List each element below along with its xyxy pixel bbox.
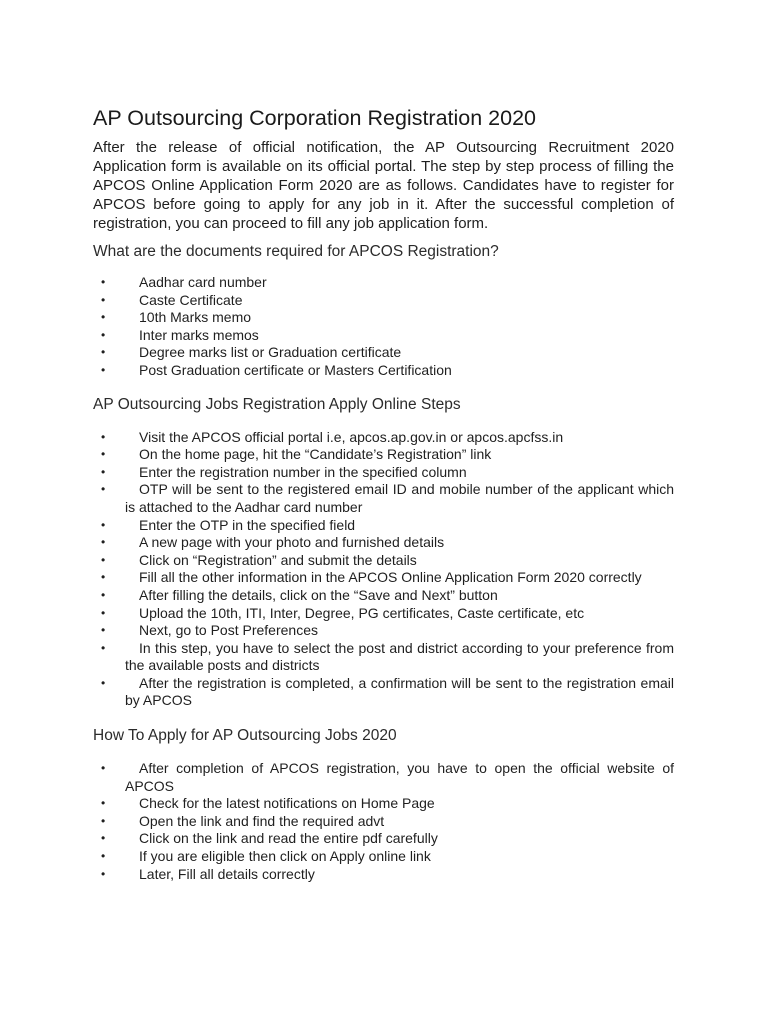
list-item-text: Aadhar card number — [139, 274, 267, 290]
bullet-icon: • — [101, 327, 106, 342]
bullet-icon: • — [101, 866, 106, 881]
list-item-text: Enter the registration number in the specified column — [139, 463, 467, 480]
bullet-icon: • — [101, 275, 106, 289]
list-item — [93, 569, 674, 587]
bullet-icon: • — [101, 345, 106, 360]
list-item-text: Check for the latest notifications on Home Page — [139, 795, 435, 812]
list-item-text: Post Graduation certificate or Masters Certification — [139, 361, 452, 378]
section-heading-registration-steps: AP Outsourcing Jobs Registration Apply Online Steps — [93, 395, 461, 413]
list-item — [93, 640, 674, 675]
bullet-icon: • — [101, 796, 106, 811]
bullet-icon: • — [101, 292, 106, 307]
bullet-icon: • — [101, 813, 106, 828]
list-item — [93, 464, 674, 482]
list-item-text: On the home page, hit the “Candidate’s Registration” link — [139, 446, 492, 463]
documents-list — [93, 274, 674, 380]
bullet-icon: • — [101, 640, 106, 655]
bullet-icon: • — [101, 831, 106, 846]
list-item-text: After completion of APCOS registration, you have to open the official website of APCOS — [125, 760, 674, 794]
list-item — [93, 327, 674, 345]
list-item — [93, 309, 674, 327]
list-item-text: If you are eligible then click on Apply online link — [139, 848, 431, 865]
list-item-text: Next, go to Post Preferences — [139, 622, 318, 639]
bullet-icon: • — [101, 570, 106, 585]
list-item-text: Later, Fill all details correctly — [139, 865, 315, 882]
document-page — [93, 104, 674, 883]
list-item-text: Inter marks memos — [139, 326, 259, 343]
intro-paragraph: After the release of official notification, the AP Outsourcing Recruitment 2020 Application form is available on its official portal. The step by step process of filling the APCOS Online Application Form 2020 are as follows. Candidates have to register for APCOS before going to apply for any job in it. After the successful completion of registration, you can proceed to fill any job application form. — [93, 139, 674, 232]
list-item — [93, 292, 674, 310]
bullet-icon: • — [101, 552, 106, 567]
list-item-text: After the registration is completed, a confirmation will be sent to the registration email by APCOS — [125, 674, 674, 709]
bullet-icon: • — [101, 517, 106, 532]
section-heading-documents: What are the documents required for APCOS Registration? — [93, 243, 499, 260]
list-item-text: Caste Certificate — [139, 291, 243, 308]
bullet-icon: • — [101, 447, 106, 462]
list-item — [93, 362, 674, 380]
list-item — [93, 813, 674, 831]
bullet-icon: • — [101, 464, 106, 479]
list-item — [93, 622, 674, 640]
list-item — [93, 760, 674, 795]
bullet-icon: • — [101, 482, 106, 497]
list-item — [93, 587, 674, 605]
bullet-icon: • — [101, 849, 106, 864]
list-item-text: Upload the 10th, ITI, Inter, Degree, PG certificates, Caste certificate, etc — [139, 604, 585, 621]
list-item-text: A new page with your photo and furnished details — [139, 534, 445, 551]
list-item — [93, 446, 674, 464]
list-item — [93, 429, 674, 447]
list-item-text: In this step, you have to select the post and district according to your preference from the available posts and districts — [125, 639, 674, 674]
section-heading-how-to-apply: How To Apply for AP Outsourcing Jobs 2020 — [93, 727, 397, 745]
list-item-text: Degree marks list or Graduation certificate — [139, 344, 402, 361]
list-item — [93, 675, 674, 710]
bullet-icon: • — [101, 362, 106, 377]
bullet-icon: • — [101, 535, 106, 550]
list-item-text: Click on “Registration” and submit the details — [139, 551, 417, 568]
list-item-text: OTP will be sent to the registered email ID and mobile number of the applicant which is attached to the Aadhar card number — [125, 481, 674, 515]
list-item-text: Fill all the other information in the APCOS Online Application Form 2020 correctly — [139, 569, 642, 586]
list-item — [93, 481, 674, 516]
list-item — [93, 795, 674, 813]
list-item-text: Open the link and find the required advt — [139, 812, 385, 829]
bullet-icon: • — [101, 761, 106, 776]
list-item-text: Click on the link and read the entire pdf carefully — [139, 830, 438, 847]
registration-steps-list — [93, 429, 674, 711]
list-item — [93, 848, 674, 866]
bullet-icon: • — [101, 623, 106, 638]
list-item-text: After filling the details, click on the “Save and Next” button — [139, 586, 498, 603]
list-item-text: Enter the OTP in the specified field — [139, 516, 356, 533]
bullet-icon: • — [101, 675, 106, 690]
how-to-apply-list — [93, 760, 674, 883]
bullet-icon: • — [101, 587, 106, 602]
list-item — [93, 274, 674, 292]
list-item-text: 10th Marks memo — [139, 309, 252, 326]
list-item — [93, 344, 674, 362]
bullet-icon: • — [101, 429, 106, 444]
list-item — [93, 830, 674, 848]
list-item-text: Visit the APCOS official portal i.e, apcos.ap.gov.in or apcos.apcfss.in — [139, 428, 564, 445]
list-item — [93, 534, 674, 552]
list-item — [93, 517, 674, 535]
bullet-icon: • — [101, 605, 106, 620]
list-item — [93, 552, 674, 570]
page-title: AP Outsourcing Corporation Registration 2020 — [93, 106, 536, 130]
list-item — [93, 605, 674, 623]
list-item — [93, 866, 674, 884]
bullet-icon: • — [101, 310, 106, 325]
